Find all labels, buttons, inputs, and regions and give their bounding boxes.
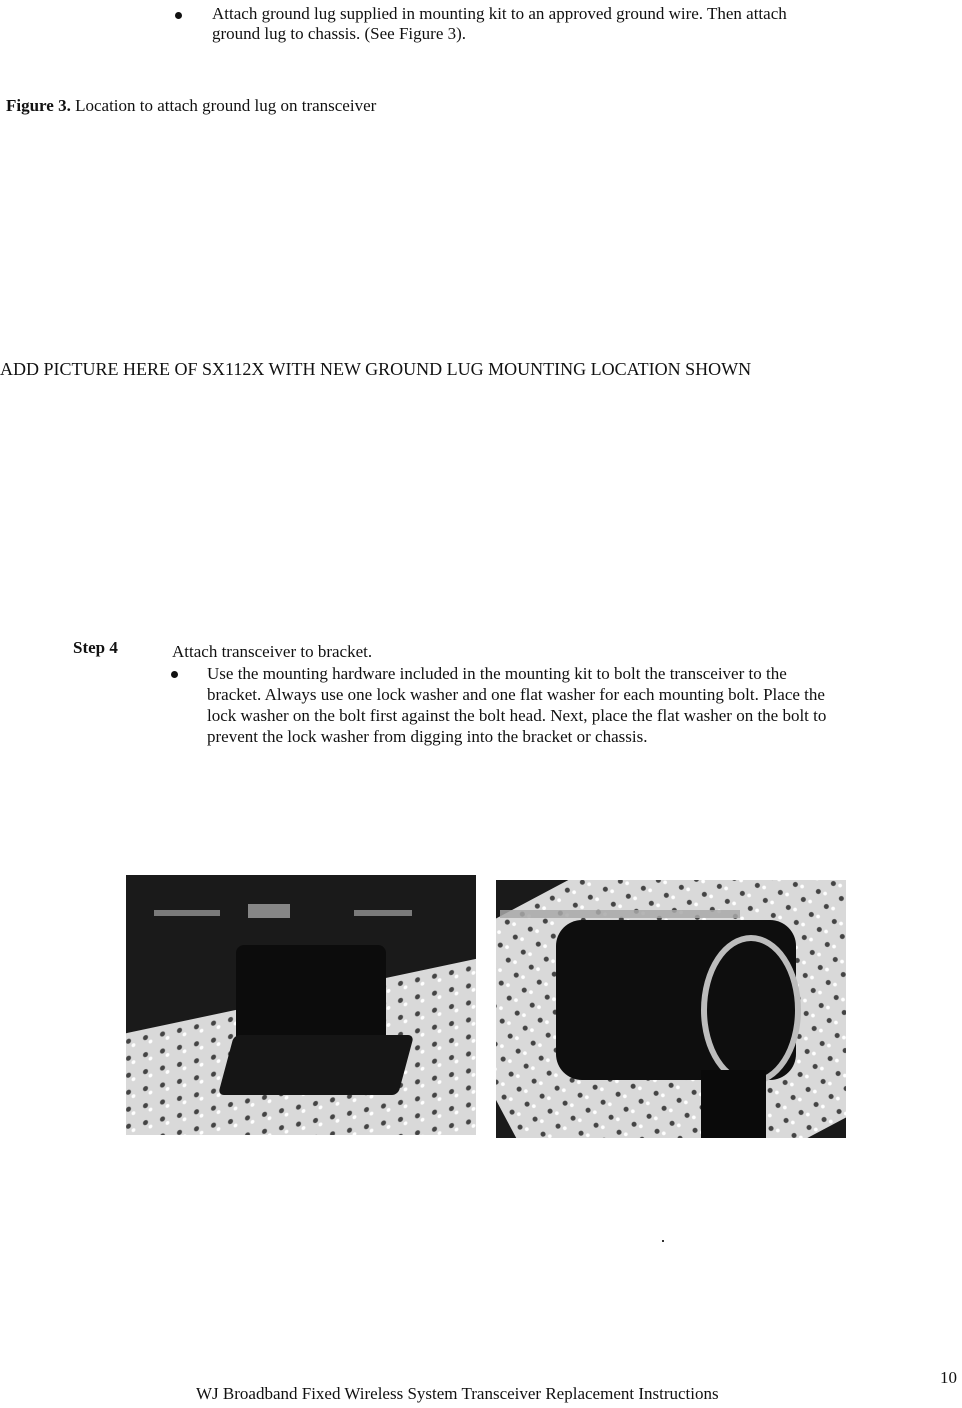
bracket-base-plate bbox=[218, 1035, 414, 1095]
step-4-bullet-line-4: prevent the lock washer from digging into the bracket or chassis. bbox=[207, 727, 648, 746]
step-4-label: Step 4 bbox=[73, 638, 118, 657]
obscured-strip bbox=[248, 904, 290, 918]
bullet-icon bbox=[175, 12, 182, 19]
bracket-photo-right bbox=[496, 880, 846, 1138]
step-4-bullet-line-1: Use the mounting hardware included in the mounting kit to bolt the transceiver to the bbox=[207, 664, 787, 683]
top-bullet-line-2: ground lug to chassis. (See Figure 3). bbox=[212, 24, 467, 43]
page-number: 10 bbox=[940, 1368, 957, 1387]
picture-placeholder-note: ADD PICTURE HERE OF SX112X WITH NEW GROUND LUG MOUNTING LOCATION SHOWN bbox=[0, 359, 752, 379]
bullet-icon bbox=[171, 671, 178, 678]
step-4-bullet-line-2: bracket. Always use one lock washer and one flat washer for each mounting bolt. Place the bbox=[207, 685, 825, 704]
clamp-ring bbox=[701, 935, 801, 1085]
mounting-pole bbox=[701, 1070, 766, 1138]
figure-3-caption-text: Location to attach ground lug on transceiver bbox=[75, 96, 377, 115]
obscured-strip bbox=[354, 910, 412, 916]
bracket-photo-left bbox=[126, 875, 476, 1135]
obscured-strip bbox=[154, 910, 220, 916]
step-4-title: Attach transceiver to bracket. bbox=[172, 642, 373, 661]
top-bullet-line-1: Attach ground lug supplied in mounting kit to an approved ground wire. Then attach bbox=[212, 4, 787, 23]
footer-title: WJ Broadband Fixed Wireless System Transceiver Replacement Instructions bbox=[196, 1384, 719, 1403]
figure-3-label: Figure 3. bbox=[6, 96, 71, 115]
stray-dot bbox=[662, 1240, 664, 1242]
step-4-bullet-line-3: lock washer on the bolt first against the bolt head. Next, place the flat washer on the bolt to bbox=[207, 706, 827, 725]
figure-3-caption bbox=[6, 96, 376, 116]
obscured-strip bbox=[500, 910, 740, 918]
